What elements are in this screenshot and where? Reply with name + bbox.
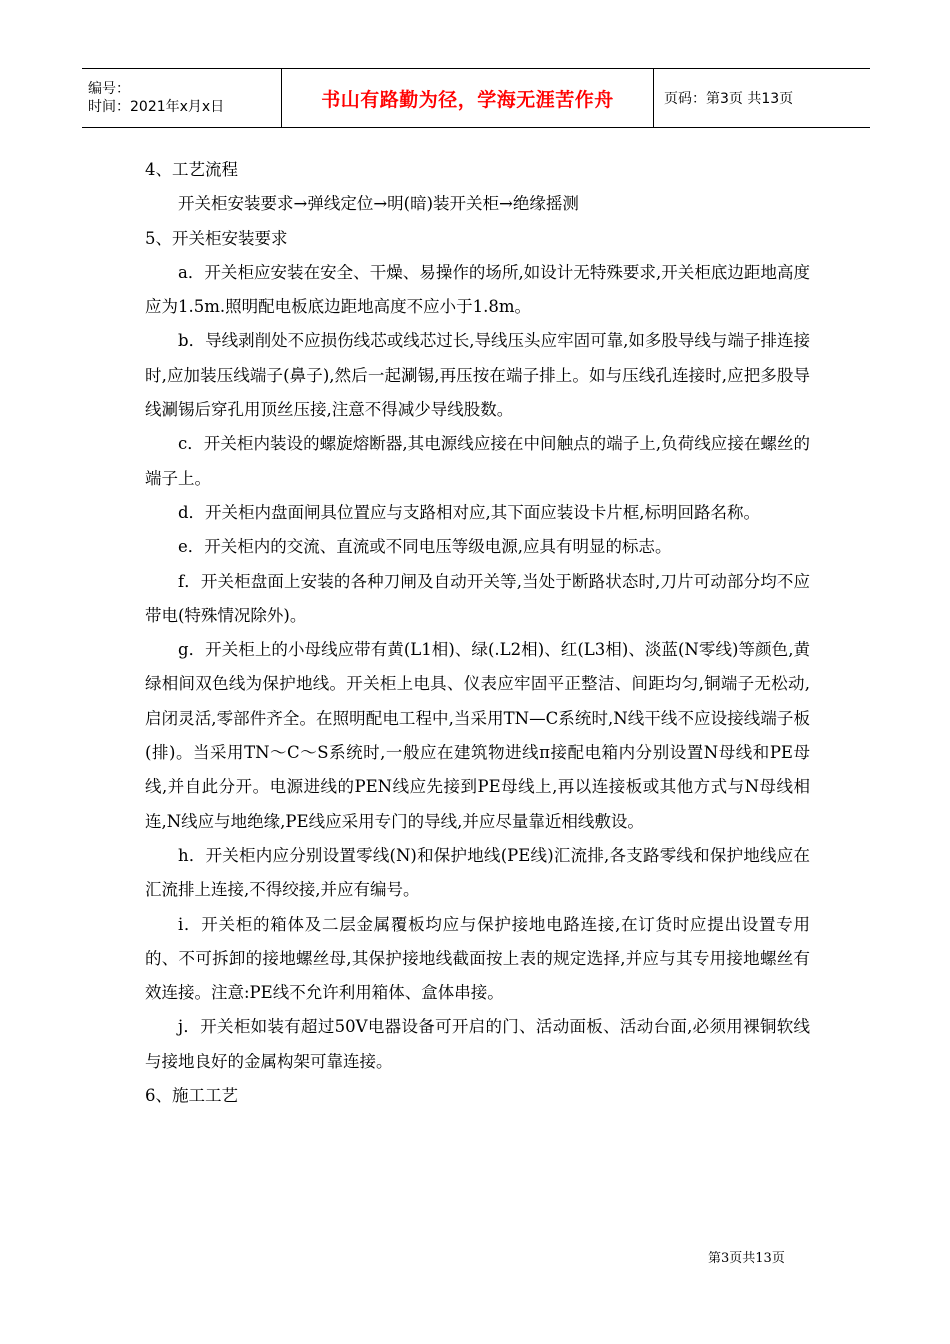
document-body	[145, 153, 810, 1113]
requirement-f: f．开关柜盘面上安装的各种刀闸及自动开关等,当处于断路状态时,刀片可动部分均不应带电(特殊情况除外)。	[145, 571, 810, 625]
requirement-d: d．开关柜内盘面闸具位置应与支路相对应,其下面应装设卡片框,标明回路名称。	[178, 502, 761, 522]
header-meta	[82, 69, 281, 127]
section-5-title: 5、开关柜安装要求	[145, 228, 288, 248]
page-header	[82, 68, 870, 128]
header-motto	[281, 69, 654, 127]
requirement-j: j．开关柜如装有超过50V电器设备可开启的门、活动面板、活动台面,必须用裸铜软线与接地良好的金属构架可靠连接。	[145, 1017, 810, 1071]
requirement-b: b．导线剥削处不应损伤线芯或线芯过长,导线压头应牢固可靠,如多股导线与端子排连接时,应加装压线端子(鼻子),然后一起涮锡,再压按在端子排上。如与压线孔连接时,应把多股导线涮锡后穿孔用顶丝压接,注意不得减少导线股数。	[145, 331, 810, 420]
requirement-c: c．开关柜内装设的螺旋熔断器,其电源线应接在中间触点的端子上,负荷线应接在螺丝的端子上。	[145, 434, 810, 488]
requirement-i: i．开关柜的箱体及二层金属覆板均应与保护接地电路连接,在订货时应提出设置专用的、不可拆卸的接地螺丝母,其保护接地线截面按上表的规定选择,并应与其专用接地螺丝有效连接。注意:PE线不允许利用箱体、盒体串接。	[145, 914, 810, 1003]
process-flow: 开关柜安装要求→弹线定位→明(暗)装开关柜→绝缘摇测	[178, 194, 579, 214]
requirement-a: a．开关柜应安装在安全、干燥、易操作的场所,如设计无特殊要求,开关柜底边距地高度应为1.5m.照明配电板底边距地高度不应小于1.8m。	[145, 262, 810, 317]
motto-text: 书山有路勤为径，学海无涯苦作舟	[321, 88, 614, 111]
section-4-title: 4、工艺流程	[145, 160, 238, 179]
header-page-number: 页码：第3页 共13页	[664, 91, 794, 107]
section-6-title: 6、施工工艺	[145, 1086, 238, 1106]
requirement-g: g．开关柜上的小母线应带有黄(L1相)、绿(.L2相)、红(L3相)、淡蓝(N零线)等颜色,黄绿相间双色线为保护地线。开关柜上电具、仪表应牢固平正整洁、间距均匀,铜端子无松动,启闭灵活,零部件齐全。在照明配电工程中,当采用TN—C系统时,N线干线不应设接线端子板(排)。当采用TN～C～S系统时,一般应在建筑物进线π接配电箱内分别设置N母线和PE母线,并自此分开。电源进线的PEN线应先接到PE母线上,再以连接板或其他方式与N母线相连,N线应与地绝缘,PE线应采用专门的导线,并应尽量靠近相线敷设。	[145, 640, 810, 831]
page-footer: 第3页共13页	[708, 1251, 785, 1266]
requirement-e: e．开关柜内的交流、直流或不同电压等级电源,应具有明显的标志。	[178, 537, 672, 557]
doc-number-label: 编号：	[88, 81, 130, 97]
doc-time-label: 时间：2021年x月x日	[88, 99, 225, 115]
requirement-h: h．开关柜内应分别设置零线(N)和保护地线(PE线)汇流排,各支路零线和保护地线应在汇流排上连接,不得绞接,并应有编号。	[145, 845, 810, 900]
